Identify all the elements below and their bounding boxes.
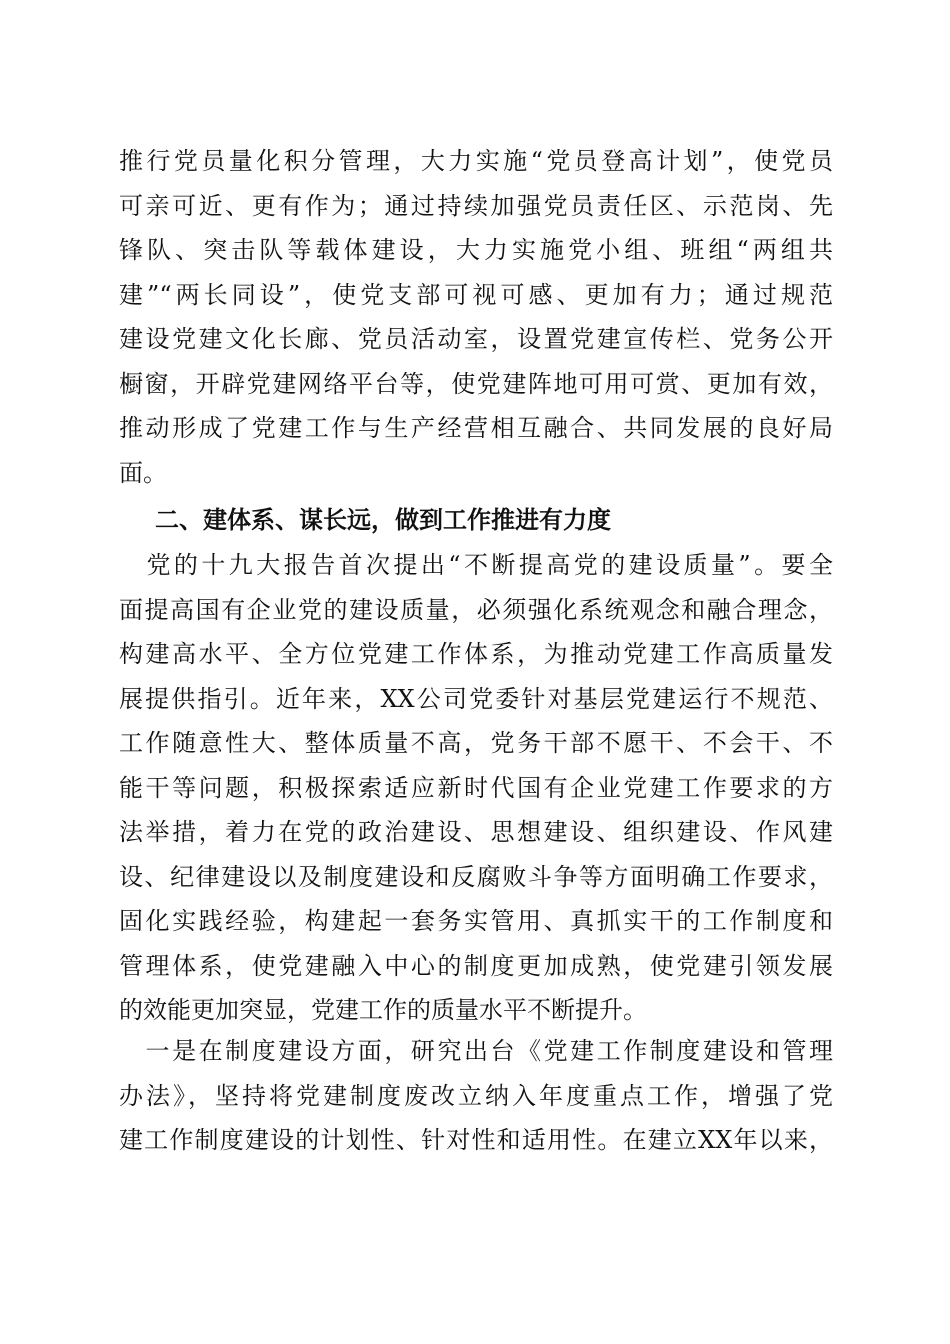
paragraph-line: 建工作制度建设的计划性、针对性和适用性。在建立XX年以来， bbox=[119, 1126, 833, 1154]
paragraph-line: 锋队、突击队等载体建设，大力实施党小组、班组“两组共 bbox=[119, 236, 833, 264]
paragraph-line: 展提供指引。近年来，XX公司党委针对基层党建运行不规范、 bbox=[119, 684, 833, 713]
paragraph-line: 构建高水平、全方位党建工作体系，为推动党建工作高质量发 bbox=[119, 640, 833, 668]
paragraph-line: 能干等问题，积极探索适应新时代国有企业党建工作要求的方 bbox=[119, 773, 833, 802]
paragraph-party-member-management bbox=[119, 139, 833, 495]
paragraph-system-building bbox=[119, 1029, 833, 1163]
paragraph-line: 的效能更加突显，党建工作的质量水平不断提升。 bbox=[119, 996, 647, 1024]
paragraph-party-building-quality bbox=[119, 543, 833, 1033]
paragraph-line: 推动形成了党建工作与生产经营相互融合、共同发展的良好局 bbox=[119, 414, 833, 442]
paragraph-line: 建”“两长同设”，使党支部可视可感、更加有力；通过规范 bbox=[119, 280, 833, 309]
paragraph-line: 设、纪律建设以及制度建设和反腐败斗争等方面明确工作要求， bbox=[119, 862, 833, 891]
paragraph-line: 橱窗，开辟党建网络平台等，使党建阵地可用可赏、更加有效， bbox=[119, 369, 833, 398]
paragraph-line: 面。 bbox=[119, 458, 167, 487]
paragraph-line: 可亲可近、更有作为；通过持续加强党员责任区、示范岗、先 bbox=[119, 191, 833, 220]
paragraph-line: 法举措，着力在党的政治建设、思想建设、组织建设、作风建 bbox=[119, 818, 833, 846]
paragraph-line: 推行党员量化积分管理，大力实施“党员登高计划”，使党员 bbox=[119, 147, 833, 175]
paragraph-line: 办法》，坚持将党建制度废改立纳入年度重点工作，增强了党 bbox=[119, 1081, 833, 1110]
paragraph-line: 工作随意性大、整体质量不高，党务干部不愿干、不会干、不 bbox=[119, 729, 833, 757]
paragraph-line: 一是在制度建设方面，研究出台《党建工作制度建设和管理 bbox=[119, 1037, 833, 1065]
paragraph-line: 面提高国有企业党的建设质量，必须强化系统观念和融合理念， bbox=[119, 595, 833, 624]
paragraph-line: 管理体系，使党建融入中心的制度更加成熟，使党建引领发展 bbox=[119, 951, 833, 980]
paragraph-line: 固化实践经验，构建起一套务实管用、真抓实干的工作制度和 bbox=[119, 907, 833, 935]
paragraph-line: 党的十九大报告首次提出“不断提高党的建设质量”。要全 bbox=[119, 551, 833, 579]
section-heading: 二、建体系、谋长远，做到工作推进有力度 bbox=[155, 506, 611, 534]
paragraph-line: 建设党建文化长廊、党员活动室，设置党建宣传栏、党务公开 bbox=[119, 325, 833, 353]
